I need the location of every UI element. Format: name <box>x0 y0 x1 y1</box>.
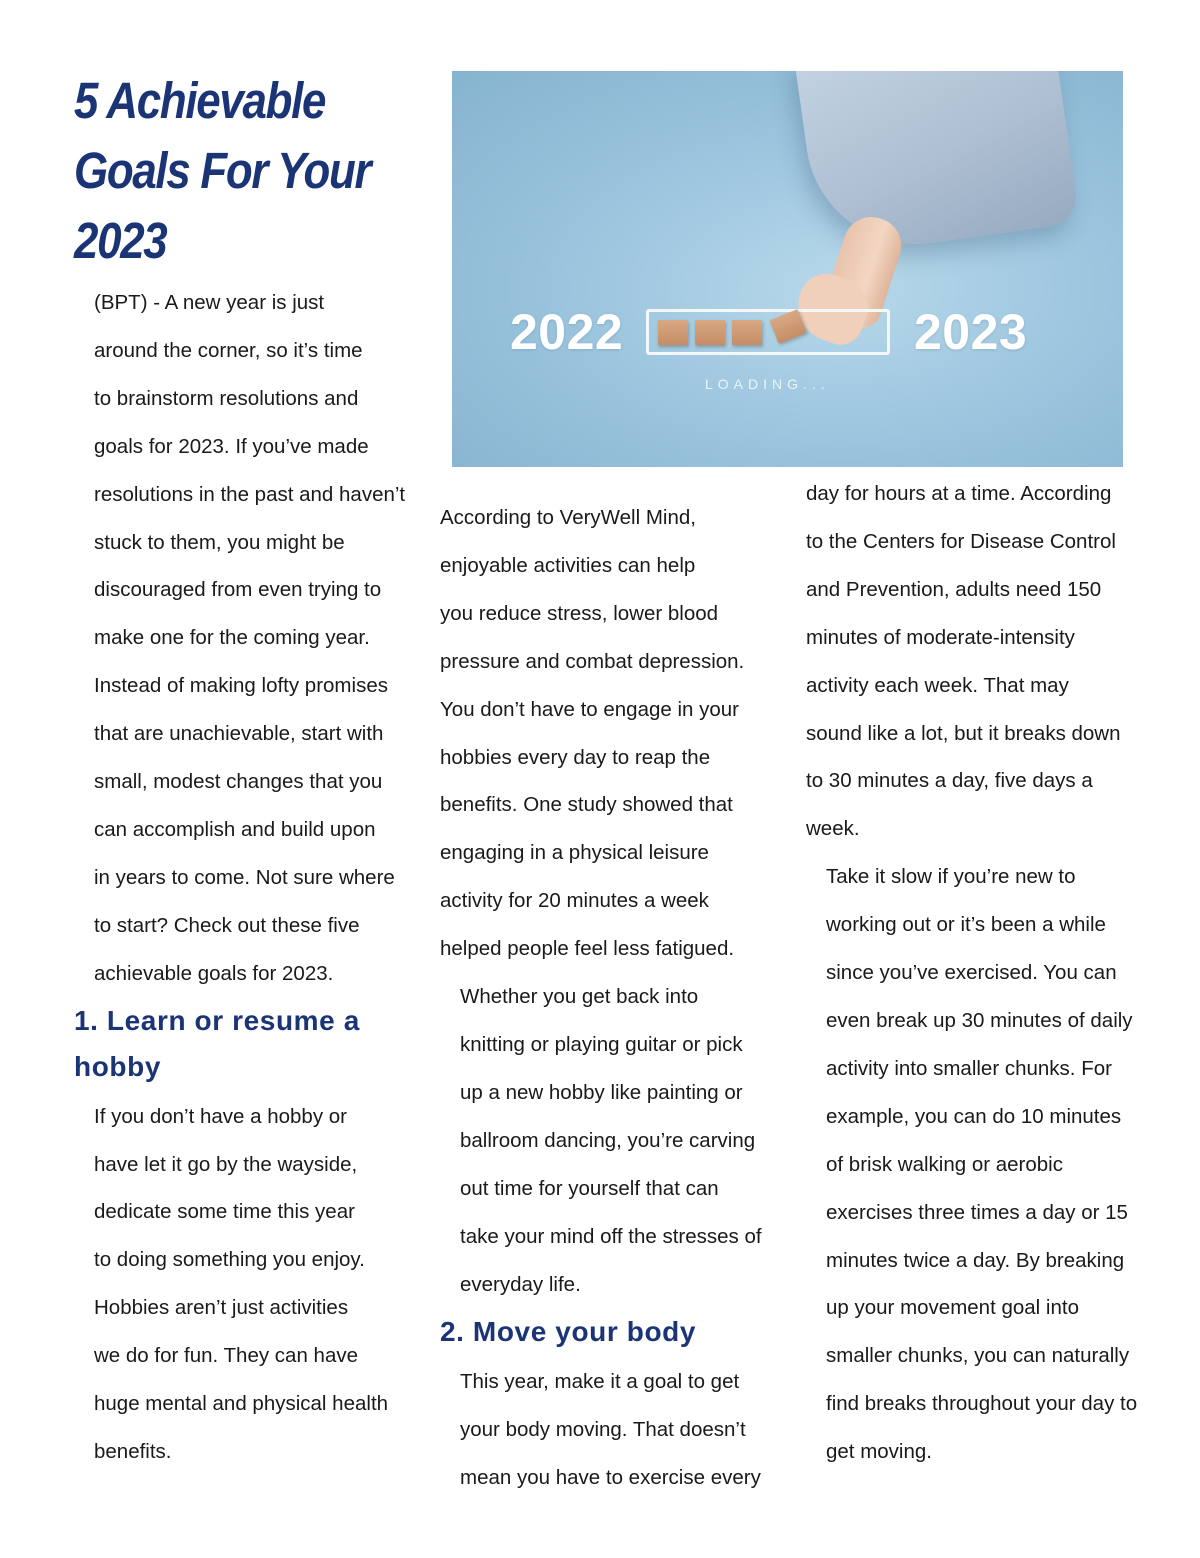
text-line: mean you have to exercise every <box>460 1466 761 1490</box>
text-line: up a new hobby like painting or <box>460 1080 743 1104</box>
text-line: huge mental and physical health <box>94 1392 389 1416</box>
text-line: to doing something you enjoy. <box>94 1248 365 1272</box>
text-line: we do for fun. They can have <box>94 1344 359 1368</box>
section-heading-hobby <box>74 998 424 1090</box>
text-line: you reduce stress, lower blood <box>440 601 719 625</box>
text-line: get moving. <box>826 1440 932 1464</box>
text-line: pressure and combat depression. <box>440 649 745 673</box>
text-line: exercises three times a day or 15 <box>826 1200 1128 1224</box>
text-line: resolutions in the past and haven’t <box>94 482 406 506</box>
text-line: According to VeryWell Mind, <box>440 506 696 529</box>
text-line: that are unachievable, start with <box>94 722 384 746</box>
text-line: of brisk walking or aerobic <box>826 1152 1063 1176</box>
text-line: week. <box>806 817 860 841</box>
progress-block <box>695 320 725 345</box>
sweater-sleeve <box>794 71 1079 258</box>
text-line: helped people feel less fatigued. <box>440 937 735 961</box>
paragraph <box>806 470 1166 853</box>
text-line: small, modest changes that you <box>94 770 383 794</box>
text-line: Hobbies aren’t just activities <box>94 1296 349 1320</box>
text-line: discouraged from even trying to <box>94 578 382 602</box>
column-2 <box>440 494 785 1502</box>
text-line: You don’t have to engage in your <box>440 697 740 721</box>
paragraph <box>806 853 1166 1476</box>
text-line: ballroom dancing, you’re carving <box>460 1128 756 1152</box>
column-1 <box>74 279 424 1476</box>
text-line: have let it go by the wayside, <box>94 1152 358 1176</box>
heading-line: hobby <box>74 1050 161 1082</box>
article-title <box>74 66 370 276</box>
text-line: minutes of moderate-intensity <box>806 625 1075 649</box>
text-line: to start? Check out these five <box>94 913 360 937</box>
section-heading-move: 2. Move your body <box>440 1316 697 1348</box>
text-line: sound like a lot, but it breaks down <box>806 721 1121 745</box>
text-line: activity for 20 minutes a week <box>440 889 709 913</box>
text-line: (BPT) - A new year is just <box>94 291 325 314</box>
paragraph <box>440 494 785 973</box>
paragraph <box>74 1093 424 1476</box>
text-line: everyday life. <box>460 1272 581 1296</box>
text-line: out time for yourself that can <box>460 1176 719 1200</box>
text-line: dedicate some time this year <box>94 1200 355 1224</box>
text-line: benefits. One study showed that <box>440 793 733 817</box>
text-line: achievable goals for 2023. <box>94 961 334 985</box>
paragraph <box>74 662 424 997</box>
text-line: minutes twice a day. By breaking <box>826 1248 1125 1272</box>
progress-block-tilted <box>769 309 806 343</box>
text-line: and Prevention, adults need 150 <box>806 577 1102 601</box>
text-line: around the corner, so it’s time <box>94 338 363 362</box>
text-line: working out or it’s been a while <box>826 913 1106 937</box>
column-3 <box>806 470 1166 1476</box>
text-line: hobbies every day to reap the <box>440 745 711 769</box>
text-line: make one for the coming year. <box>94 626 370 650</box>
text-line: example, you can do 10 minutes <box>826 1104 1122 1128</box>
text-line: day for hours at a time. According <box>806 482 1112 505</box>
text-line: Instead of making lofty promises <box>94 674 388 698</box>
text-line: Take it slow if you’re new to <box>826 865 1076 889</box>
text-line: If you don’t have a hobby or <box>94 1104 348 1128</box>
title-line: Goals For Your <box>74 142 371 199</box>
progress-block <box>658 320 688 345</box>
year-right-label: 2023 <box>914 304 1028 360</box>
text-line: benefits. <box>94 1439 172 1463</box>
text-line: smaller chunks, you can naturally <box>826 1344 1130 1368</box>
text-line: to brainstorm resolutions and <box>94 386 359 410</box>
paragraph <box>74 279 424 662</box>
title-line: 2023 <box>74 212 167 269</box>
loading-label: LOADING... <box>705 376 830 392</box>
hero-image <box>452 71 1123 467</box>
text-line: in years to come. Not sure where <box>94 865 395 889</box>
text-line: find breaks throughout your day to <box>826 1392 1138 1416</box>
text-line: Whether you get back into <box>460 985 699 1009</box>
text-line: even break up 30 minutes of daily <box>826 1008 1133 1032</box>
text-line: This year, make it a goal to get <box>460 1370 740 1394</box>
text-line: to the Centers for Disease Control <box>806 529 1116 553</box>
text-line: engaging in a physical leisure <box>440 841 709 865</box>
text-line: to 30 minutes a day, five days a <box>806 769 1093 793</box>
text-line: take your mind off the stresses of <box>460 1224 762 1248</box>
text-line: your body moving. That doesn’t <box>460 1418 746 1442</box>
text-line: goals for 2023. If you’ve made <box>94 434 369 458</box>
text-line: activity into smaller chunks. For <box>826 1056 1112 1080</box>
paragraph <box>440 973 785 1308</box>
text-line: since you’ve exercised. You can <box>826 961 1117 985</box>
text-line: knitting or playing guitar or pick <box>460 1032 743 1056</box>
title-line: 5 Achievable <box>74 72 326 129</box>
year-left-label: 2022 <box>510 304 624 360</box>
heading-line: 1. Learn or resume a <box>74 1004 360 1036</box>
text-line: enjoyable activities can help <box>440 553 696 577</box>
text-line: stuck to them, you might be <box>94 530 345 554</box>
text-line: activity each week. That may <box>806 673 1069 697</box>
text-line: can accomplish and build upon <box>94 817 376 841</box>
loading-bar <box>646 309 890 355</box>
text-line: up your movement goal into <box>826 1296 1079 1320</box>
paragraph <box>440 1358 785 1502</box>
progress-block <box>732 320 762 345</box>
